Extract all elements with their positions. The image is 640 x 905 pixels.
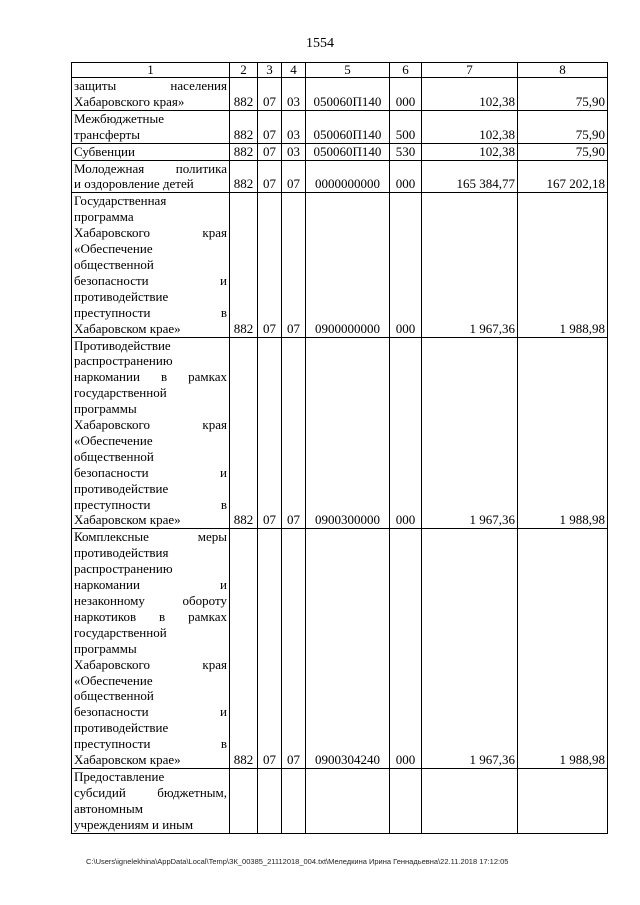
amount-cell — [422, 768, 518, 833]
row-name-line: Государственная — [74, 193, 167, 209]
row-name-cell — [72, 193, 230, 337]
row-name-line: безопасности и — [74, 464, 227, 480]
page-number: 1554 — [306, 36, 334, 51]
amount-cell: 75,90 — [518, 143, 608, 160]
column-header: 5 — [306, 63, 390, 78]
code-cell: 0000000000 — [306, 160, 390, 193]
code-cell — [282, 768, 306, 833]
row-name-line: автономным — [74, 800, 143, 816]
row-name-line: «Обеспечение — [74, 432, 153, 448]
row-name-cell — [72, 160, 230, 193]
row-name-line: Хабаровском крае» — [74, 752, 181, 768]
amount-cell: 75,90 — [518, 110, 608, 143]
amount-cell: 1 988,98 — [518, 193, 608, 337]
row-name-line: распространению — [74, 561, 173, 577]
amount-cell: 1 988,98 — [518, 337, 608, 529]
amount-cell: 165 384,77 — [422, 160, 518, 193]
amount-cell — [518, 768, 608, 833]
code-cell: 03 — [282, 110, 306, 143]
column-header: 8 — [518, 63, 608, 78]
row-name-line: незаконному обороту — [74, 593, 227, 608]
row-name-line: Хабаровского края — [74, 225, 227, 241]
row-name-line: противодействие — [74, 288, 169, 304]
code-cell: 0900300000 — [306, 337, 390, 529]
row-name-line: общественной — [74, 688, 154, 704]
code-cell: 07 — [258, 160, 282, 193]
code-cell: 0900304240 — [306, 529, 390, 769]
row-name-line: Межбюджетные — [74, 110, 164, 126]
row-name-line: Хабаровском крае» — [74, 320, 181, 336]
code-cell — [306, 768, 390, 833]
code-cell: 500 — [390, 110, 422, 143]
column-header: 2 — [230, 63, 258, 78]
table-row — [72, 337, 608, 529]
code-cell: 07 — [258, 78, 282, 111]
code-cell: 07 — [258, 529, 282, 769]
code-cell: 050060П140 — [306, 78, 390, 111]
row-name-line: и оздоровление детей — [74, 176, 194, 192]
code-cell: 000 — [390, 529, 422, 769]
code-cell: 03 — [282, 78, 306, 111]
row-name-line: программы — [74, 401, 137, 417]
row-name-line: наркомании в рамках — [74, 369, 227, 385]
row-name-line: наркотиков в рамках — [74, 608, 227, 624]
code-cell: 050060П140 — [306, 143, 390, 160]
row-name-line: противодействия — [74, 545, 169, 561]
row-name-line: государственной — [74, 624, 167, 640]
table-row — [72, 768, 608, 833]
row-name-line: Молодежная политика — [74, 160, 227, 176]
code-cell: 882 — [230, 78, 258, 111]
code-cell: 07 — [258, 337, 282, 529]
table-row — [72, 193, 608, 337]
amount-cell: 1 967,36 — [422, 529, 518, 769]
amount-cell: 1 967,36 — [422, 337, 518, 529]
code-cell: 882 — [230, 143, 258, 160]
amount-cell: 75,90 — [518, 78, 608, 111]
code-cell: 03 — [282, 143, 306, 160]
row-name-line: преступности в — [74, 496, 227, 512]
code-cell — [390, 768, 422, 833]
column-header: 4 — [282, 63, 306, 78]
row-name-line: Предоставление — [74, 768, 165, 784]
row-name-line: Хабаровского края — [74, 417, 227, 433]
row-name-line: общественной — [74, 256, 154, 272]
table-row — [72, 78, 608, 111]
column-header: 1 — [72, 63, 230, 78]
table-row — [72, 110, 608, 143]
amount-cell: 102,38 — [422, 78, 518, 111]
table-row — [72, 160, 608, 193]
row-name-line: противодействие — [74, 480, 169, 496]
row-name-line: преступности в — [74, 304, 227, 320]
row-name-line: «Обеспечение — [74, 672, 153, 688]
table-row — [72, 143, 608, 160]
code-cell — [230, 768, 258, 833]
code-cell: 882 — [230, 337, 258, 529]
row-name-line: безопасности и — [74, 272, 227, 288]
column-header: 6 — [390, 63, 422, 78]
row-name-line: Противодействие — [74, 337, 171, 353]
row-name-line: субсидий бюджетным, — [74, 784, 227, 800]
row-name-line: трансферты — [74, 126, 140, 142]
row-name-line: преступности в — [74, 736, 227, 752]
row-name-line: государственной — [74, 385, 167, 401]
code-cell: 07 — [258, 110, 282, 143]
code-cell — [258, 768, 282, 833]
amount-cell: 102,38 — [422, 110, 518, 143]
row-name-line: защиты населения — [74, 78, 227, 93]
table-header-row — [72, 63, 608, 78]
row-name-line: программа — [74, 209, 134, 225]
row-name-line: распространению — [74, 353, 173, 369]
code-cell: 07 — [282, 529, 306, 769]
column-header: 7 — [422, 63, 518, 78]
column-header: 3 — [258, 63, 282, 78]
code-cell: 07 — [282, 160, 306, 193]
code-cell: 000 — [390, 193, 422, 337]
amount-cell: 1 988,98 — [518, 529, 608, 769]
budget-table — [71, 62, 608, 834]
code-cell: 882 — [230, 160, 258, 193]
row-name-line: Хабаровского края — [74, 656, 227, 672]
row-name-cell — [72, 529, 230, 769]
code-cell: 050060П140 — [306, 110, 390, 143]
code-cell: 07 — [258, 143, 282, 160]
row-name-line: Хабаровского края» — [74, 93, 185, 109]
row-name-cell — [72, 110, 230, 143]
code-cell: 000 — [390, 78, 422, 111]
code-cell: 07 — [258, 193, 282, 337]
row-name-line: учреждениям и иным — [74, 816, 194, 832]
file-path-footer: C:\Users\ignelekhina\AppData\Local\Temp\ЗК_00385_21112018_004.txt\Меледкина Ирина Геннадьевна\22.11.2018 17:12:05 — [86, 857, 509, 866]
code-cell: 882 — [230, 110, 258, 143]
code-cell: 882 — [230, 193, 258, 337]
table-body — [72, 78, 608, 834]
amount-cell: 167 202,18 — [518, 160, 608, 193]
code-cell: 882 — [230, 529, 258, 769]
row-name-line: противодействие — [74, 720, 169, 736]
row-name-line: общественной — [74, 448, 154, 464]
code-cell: 000 — [390, 160, 422, 193]
row-name-line: «Обеспечение — [74, 241, 153, 257]
row-name-line: безопасности и — [74, 704, 227, 720]
code-cell: 000 — [390, 337, 422, 529]
code-cell: 07 — [282, 337, 306, 529]
code-cell: 07 — [282, 193, 306, 337]
amount-cell: 1 967,36 — [422, 193, 518, 337]
row-name-line: программы — [74, 640, 137, 656]
row-name-cell — [72, 78, 230, 111]
row-name-line: Хабаровском крае» — [74, 512, 181, 528]
code-cell: 0900000000 — [306, 193, 390, 337]
amount-cell: 102,38 — [422, 143, 518, 160]
row-name-line: Комплексные меры — [74, 529, 227, 545]
table-row — [72, 529, 608, 769]
row-name-cell — [72, 768, 230, 833]
code-cell: 530 — [390, 143, 422, 160]
row-name-line: наркомании и — [74, 577, 227, 593]
row-name-cell — [72, 143, 230, 160]
row-name-cell — [72, 337, 230, 529]
row-name-line: Субвенции — [74, 143, 135, 159]
